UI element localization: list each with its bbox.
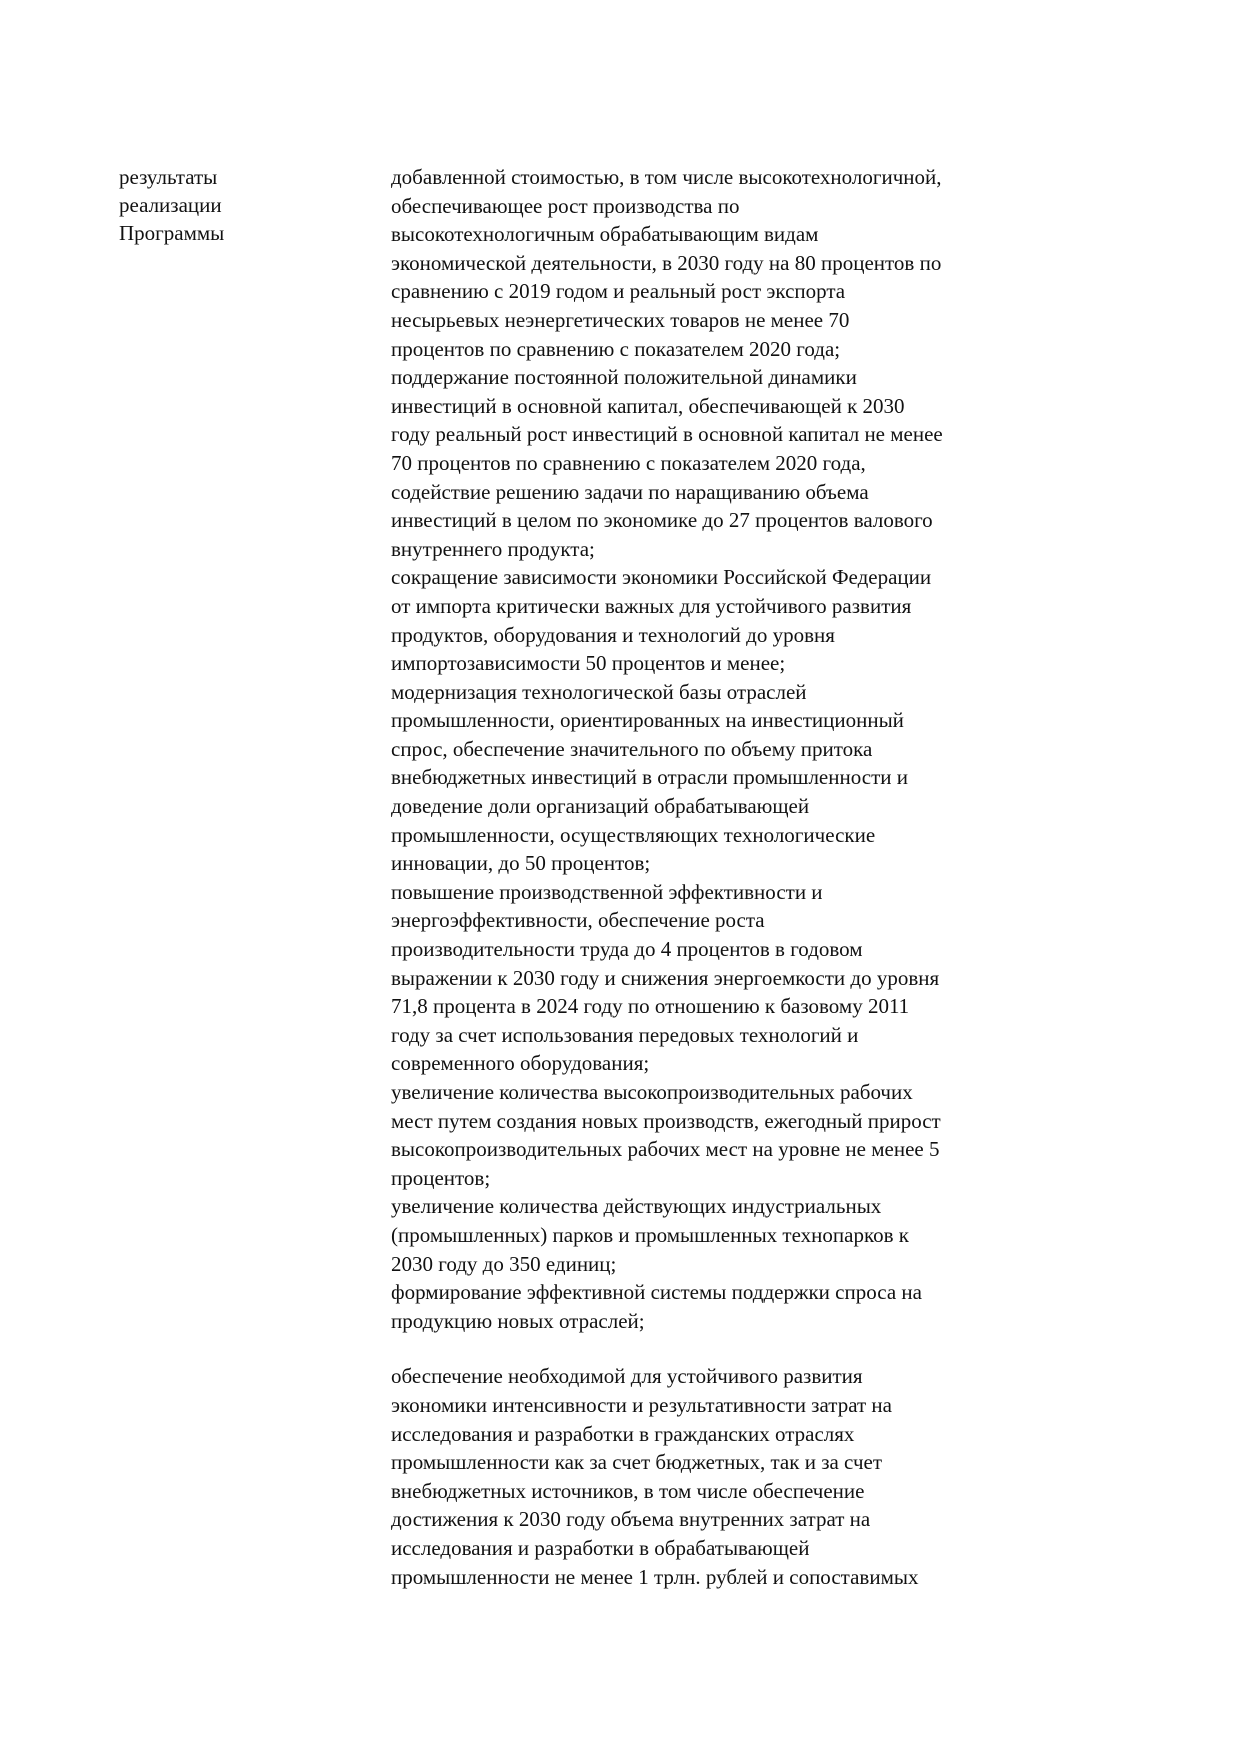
- text-line: модернизация технологической базы отраслей: [391, 679, 807, 704]
- text-line: современного оборудования;: [391, 1051, 650, 1076]
- text-line: достижения к 2030 году объема внутренних затрат на: [391, 1507, 871, 1532]
- text-line: производительности труда до 4 процентов в годовом: [391, 937, 863, 962]
- text-line: увеличение количества действующих индустриальных: [391, 1194, 882, 1219]
- text-line: исследования и разработки в обрабатывающей: [391, 1535, 810, 1560]
- text-line: высокопроизводительных рабочих мест на уровне не менее 5: [391, 1137, 940, 1162]
- text-line: промышленности не менее 1 трлн. рублей и сопоставимых: [391, 1564, 919, 1589]
- label-line: результаты: [119, 165, 218, 189]
- text-line: экономической деятельности, в 2030 году на 80 процентов по: [391, 250, 942, 275]
- paragraph-gap: [391, 1335, 1071, 1362]
- text-line: инновации, до 50 процентов;: [391, 851, 651, 876]
- text-line: промышленности, осуществляющих технологические: [391, 822, 876, 847]
- text-line: выражении к 2030 году и снижения энергоемкости до уровня: [391, 965, 940, 990]
- text-line: добавленной стоимостью, в том числе высокотехнологичной,: [391, 165, 942, 189]
- text-line: несырьевых неэнергетических товаров не менее 70: [391, 307, 850, 332]
- text-line: 70 процентов по сравнению с показателем 2020 года,: [391, 450, 866, 475]
- text-line: сравнению с 2019 годом и реальный рост экспорта: [391, 279, 846, 304]
- text-line: доведение доли организаций обрабатывающей: [391, 794, 810, 819]
- text-line: продукцию новых отраслей;: [391, 1308, 645, 1333]
- text-line: 71,8 процента в 2024 году по отношению к базовому 2011: [391, 994, 910, 1019]
- text-line: от импорта критически важных для устойчивого развития: [391, 593, 912, 618]
- text-line: экономики интенсивности и результативности затрат на: [391, 1392, 892, 1417]
- text-line: инвестиций в целом по экономике до 27 процентов валового: [391, 508, 933, 533]
- text-line: внутреннего продукта;: [391, 536, 595, 561]
- row-content: [391, 163, 1071, 1591]
- text-line: внебюджетных источников, в том числе обеспечение: [391, 1478, 865, 1503]
- text-line: обеспечение необходимой для устойчивого развития: [391, 1364, 863, 1389]
- text-line: обеспечивающее рост производства по: [391, 193, 740, 218]
- label-line: Программы: [119, 221, 225, 245]
- text-line: импортозависимости 50 процентов и менее;: [391, 651, 786, 676]
- text-line: формирование эффективной системы поддержки спроса на: [391, 1280, 922, 1305]
- text-line: году реальный рост инвестиций в основной капитал не менее: [391, 422, 943, 447]
- text-line: году за счет использования передовых технологий и: [391, 1022, 859, 1047]
- text-line: сокращение зависимости экономики Российской Федерации: [391, 565, 932, 590]
- row-label: [119, 163, 339, 247]
- text-line: содействие решению задачи по наращиванию объема: [391, 479, 869, 504]
- text-line: процентов по сравнению с показателем 2020 года;: [391, 336, 841, 361]
- text-line: увеличение количества высокопроизводительных рабочих: [391, 1080, 913, 1104]
- text-line: промышленности как за счет бюджетных, так и за счет: [391, 1450, 883, 1475]
- text-line: высокотехнологичным обрабатывающим видам: [391, 222, 819, 247]
- text-line: мест путем создания новых производств, ежегодный прирост: [391, 1108, 941, 1133]
- text-line: поддержание постоянной положительной динамики: [391, 365, 857, 390]
- text-line: промышленности, ориентированных на инвестиционный: [391, 708, 904, 733]
- text-line: исследования и разработки в гражданских отраслях: [391, 1421, 855, 1446]
- text-line: инвестиций в основной капитал, обеспечивающей к 2030: [391, 393, 905, 418]
- text-line: 2030 году до 350 единиц;: [391, 1251, 617, 1276]
- text-line: энергоэффективности, обеспечение роста: [391, 908, 765, 933]
- label-line: реализации: [119, 193, 222, 217]
- text-line: спрос, обеспечение значительного по объему притока: [391, 736, 873, 761]
- text-line: продуктов, оборудования и технологий до уровня: [391, 622, 835, 647]
- text-line: (промышленных) парков и промышленных технопарков к: [391, 1222, 909, 1247]
- text-line: внебюджетных инвестиций в отрасли промышленности и: [391, 765, 908, 790]
- text-line: процентов;: [391, 1165, 491, 1190]
- text-line: повышение производственной эффективности и: [391, 879, 823, 904]
